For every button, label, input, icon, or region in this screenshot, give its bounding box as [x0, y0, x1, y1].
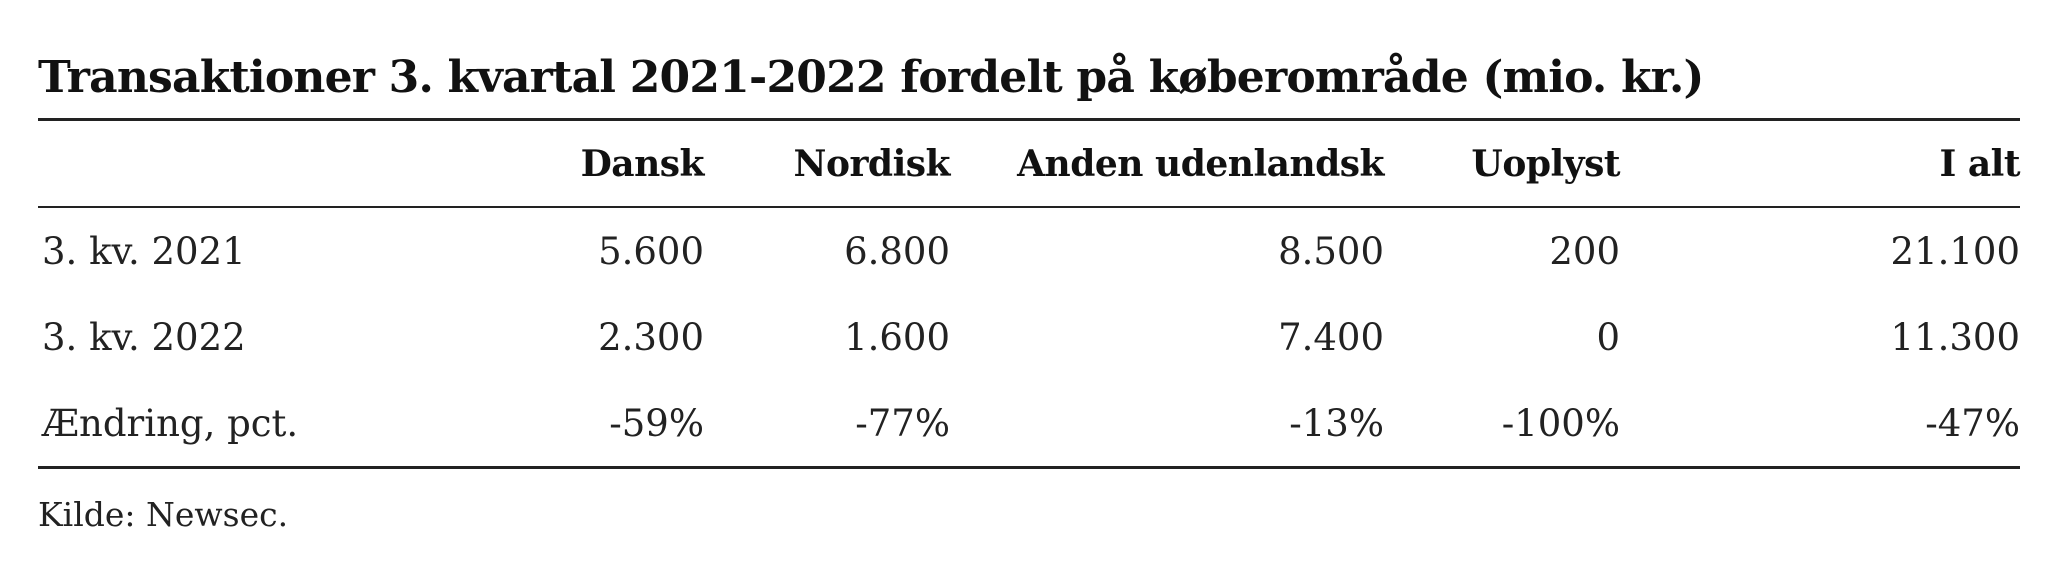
- header-anden-udenlandsk: Anden udenlandsk: [1017, 142, 1384, 185]
- cell-anden-udenlandsk: -13%: [950, 380, 1384, 468]
- data-table: [38, 118, 2020, 469]
- cell-nordisk: 6.800: [844, 229, 950, 273]
- table-row: [38, 380, 2020, 468]
- cell-dansk: 5.600: [598, 229, 704, 273]
- source-note: Kilde: Newsec.: [38, 495, 289, 534]
- row-label: 3. kv. 2022: [42, 315, 246, 359]
- header-dansk: Dansk: [580, 142, 704, 185]
- table-title: Transaktioner 3. kvartal 2021-2022 fordelt på køberområde (mio. kr.): [38, 52, 1704, 103]
- cell-i-alt: -47%: [1620, 380, 2020, 468]
- table-row: [38, 207, 2020, 294]
- document: [38, 48, 2020, 535]
- header-label-cell: [38, 120, 558, 208]
- cell-nordisk: -77%: [704, 380, 950, 468]
- cell-i-alt: 11.300: [1890, 315, 2020, 359]
- row-label: Ændring, pct.: [38, 380, 558, 468]
- header-uoplyst: Uoplyst: [1471, 142, 1620, 185]
- table-row: [38, 294, 2020, 380]
- row-label: 3. kv. 2021: [42, 229, 246, 273]
- cell-dansk: -59%: [558, 380, 704, 468]
- header-nordisk: Nordisk: [793, 142, 950, 185]
- cell-uoplyst: -100%: [1384, 380, 1620, 468]
- cell-anden-udenlandsk: 7.400: [1278, 315, 1384, 359]
- header-i-alt: I alt: [1939, 142, 2020, 185]
- cell-i-alt: 21.100: [1890, 229, 2020, 273]
- cell-anden-udenlandsk: 8.500: [1278, 229, 1384, 273]
- cell-dansk: 2.300: [598, 315, 704, 359]
- header-row: [38, 120, 2020, 208]
- cell-nordisk: 1.600: [844, 315, 950, 359]
- cell-uoplyst: 0: [1596, 315, 1620, 359]
- cell-uoplyst: 200: [1549, 229, 1620, 273]
